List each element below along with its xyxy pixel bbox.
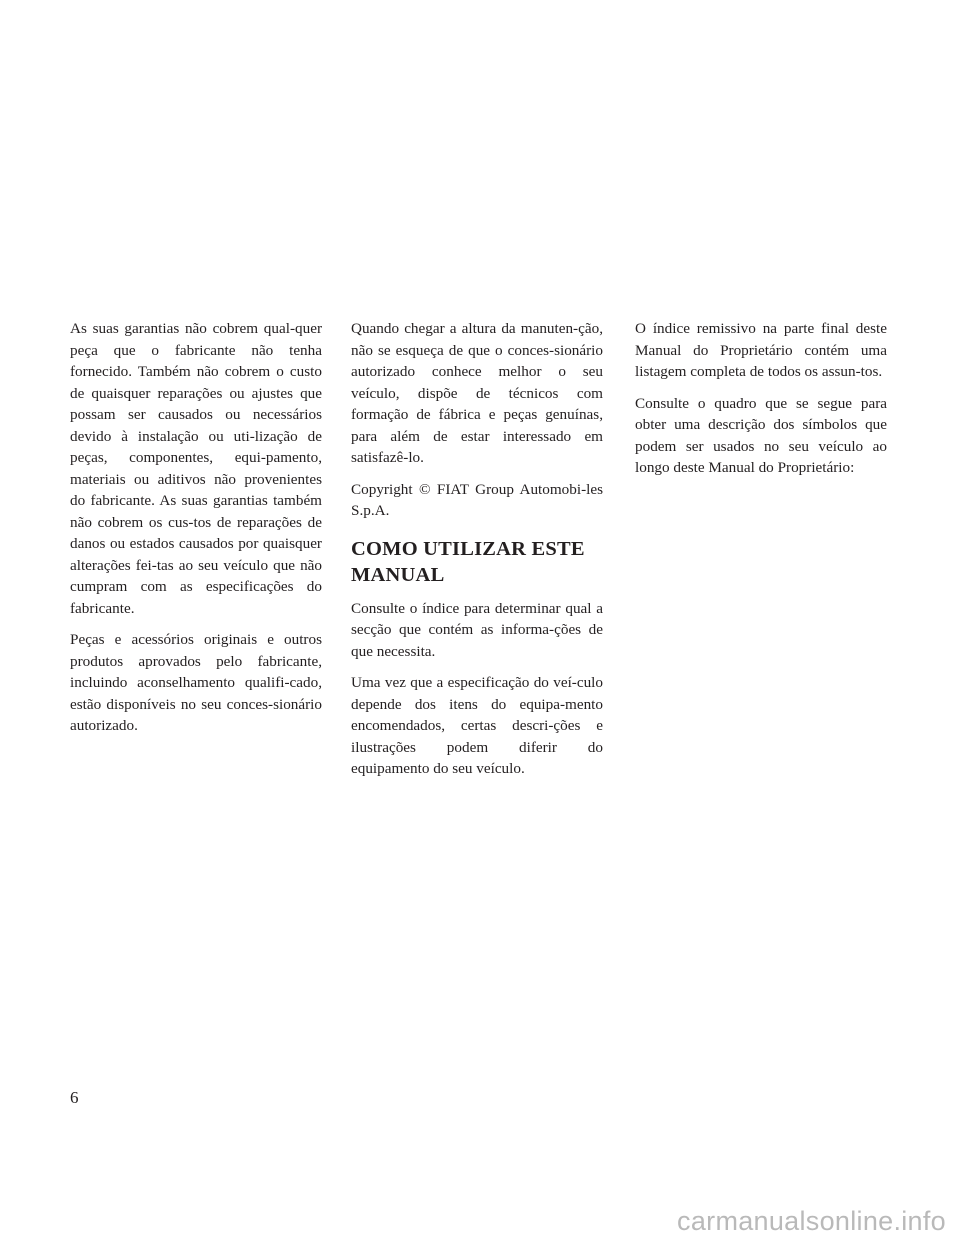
text-column-right	[635, 318, 887, 489]
paragraph-vehicle-specification: Uma vez que a especificação do veí-culo depende dos itens do equipa-mento encomendados, certas descri-ções e ilustrações podem diferir do equipamento do seu veículo.	[351, 674, 603, 777]
text-column-left	[70, 318, 322, 747]
paragraph-copyright: Copyright © FIAT Group Automobi-les S.p.A.	[351, 480, 603, 519]
paragraph-warranty-exclusions: As suas garantias não cobrem qual-quer peça que o fabricante não tenha fornecido. Também não cobrem o custo de quaisquer reparações ou ajustes que possam ser causados ou necessários devido à instalação ou uti-lização de peças, componentes, equi-pamento, materiais ou aditivos não provenientes do fabricante. As suas garantias também não cobrem os cus-tos de reparações de danos ou estados causados por quaisquer alterações fei-tas ao seu veículo que não cumpram com as especificações do fabricante.	[70, 320, 322, 617]
paragraph-original-parts: Peças e acessórios originais e outros produtos aprovados pelo fabricante, incluindo aconselhamento qualifi-cado, estão disponíveis no seu conces-sionário autorizado.	[70, 631, 322, 734]
section-heading: COMO UTILIZAR ESTE MANUAL	[351, 537, 585, 586]
paragraph-symbols-table: Consulte o quadro que se segue para obter uma descrição dos símbolos que podem ser usados no seu veículo ao longo deste Manual do Proprietário:	[635, 394, 887, 476]
text-column-middle	[351, 318, 603, 790]
page-number: 6	[70, 1088, 79, 1107]
watermark-text: carmanualsonline.info	[677, 1206, 946, 1236]
paragraph-subject-index: O índice remissivo na parte final deste Manual do Proprietário contém uma listagem completa de todos os assun-tos.	[635, 320, 887, 380]
paragraph-consult-index: Consulte o índice para determinar qual a secção que contém as informa-ções de que necessita.	[351, 599, 603, 660]
paragraph-maintenance: Quando chegar a altura da manuten-ção, não se esqueça de que o conces-sionário autorizado conhece melhor o seu veículo, dispõe de técnicos com formação de fábrica e peças genuínas, para além de estar interessado em satisfazê-lo.	[351, 320, 603, 466]
